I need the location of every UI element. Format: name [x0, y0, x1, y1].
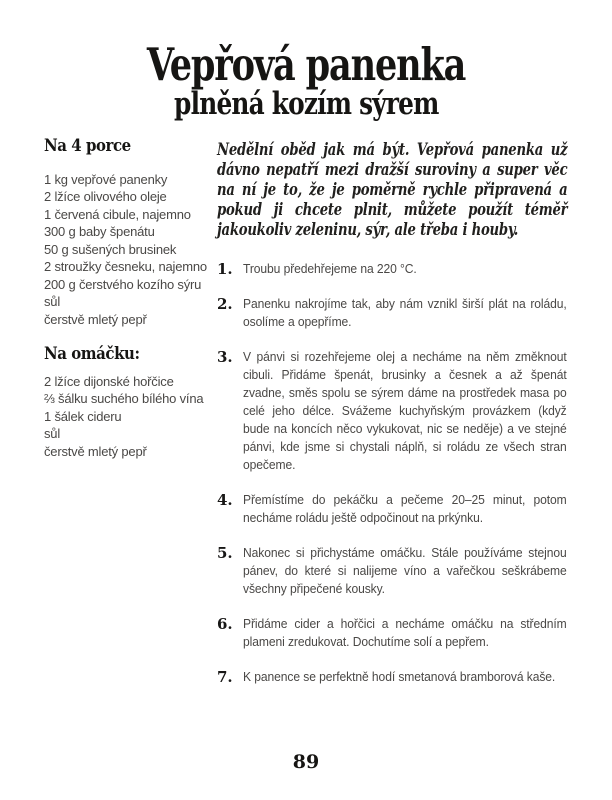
- step-number: 3.: [217, 348, 233, 367]
- step-text: Přemístíme do pekáčku a pečeme 20–25 minut, potom necháme roládu ještě odpočinout na prkýnku.: [243, 492, 567, 526]
- step-number: 2.: [217, 295, 233, 314]
- step-text: Přidáme cider a hořčici a necháme omáčku na středním plameni zredukovat. Dochutíme solí a pepřem.: [243, 616, 567, 650]
- ingredient-item: 2 lžíce dijonské hořčice: [44, 373, 174, 389]
- ingredient-item: 1 červená cibule, najemno: [44, 206, 191, 222]
- step-item: [217, 260, 567, 278]
- step-text: Panenku nakrojíme tak, aby nám vznikl širší plát na roládu, osolíme a opepříme.: [243, 296, 567, 330]
- recipe-subtitle: plněná kozím sýrem: [173, 86, 439, 122]
- ingredient-item: čerstvě mletý pepř: [44, 311, 147, 327]
- step-item: [217, 295, 567, 331]
- step-number: 1.: [217, 260, 233, 279]
- ingredients-column: [44, 137, 217, 703]
- step-number: 6.: [217, 615, 233, 634]
- recipe-header: [0, 0, 612, 121]
- step-text: K panence se perfektně hodí smetanová bramborová kaše.: [243, 669, 556, 685]
- ingredient-item: sůl: [44, 426, 61, 442]
- step-item: [217, 348, 567, 474]
- ingredient-item: 200 g čerstvého kozího sýru: [44, 276, 202, 292]
- ingredient-item: čerstvě mletý pepř: [44, 443, 147, 459]
- ingredients-list-main: [44, 171, 217, 329]
- step-text: Troubu předehřejeme na 220 °C.: [243, 261, 417, 277]
- ingredient-item: 50 g sušených brusinek: [44, 241, 177, 257]
- ingredient-item: ⅔ šálku suchého bílého vína: [44, 391, 204, 407]
- sauce-heading: Na omáčku:: [44, 344, 140, 365]
- recipe-title: Vepřová panenka: [146, 38, 466, 91]
- ingredient-item: 300 g baby špenátu: [44, 224, 155, 240]
- ingredients-list-sauce: [44, 373, 217, 461]
- ingredient-item: sůl: [44, 294, 61, 310]
- instructions-column: [217, 137, 567, 703]
- step-text: Nakonec si přichystáme omáčku. Stále používáme stejnou pánev, do které si nalijeme víno a vařečkou seškrábeme všechny připečené kousky.: [243, 545, 567, 597]
- ingredient-item: 2 stroužky česneku, najemno: [44, 259, 207, 275]
- page-number: 89: [292, 751, 320, 773]
- page-content: [0, 137, 612, 703]
- recipe-intro: Nedělní oběd jak má být. Vepřová panenka už dávno nepatří mezi dražší suroviny a super věc na ní je to, že je poměrně rychle připravená a pokud ji chcete plnit, můžete použít téměř jakoukoliv zeleninu, sýr, ale třeba i houby.: [217, 140, 568, 240]
- step-item: [217, 491, 567, 527]
- step-item: [217, 615, 567, 651]
- ingredient-item: 1 šálek cideru: [44, 408, 122, 424]
- step-item: [217, 668, 567, 686]
- step-text: V pánvi si rozehřejeme olej a necháme na něm změknout cibuli. Přidáme špenát, brusinky a česnek a až špenát zvadne, směs spolu se sýrem dáme na prostředek masa po celé jeho délce. Svážeme kuchyňským provázkem (když bude na koncích něco vykukovat, nic se neděje) a ve stejné pánvi, kde jsme si chystali náplň, si roládu ze všech stran opečeme.: [243, 349, 567, 473]
- step-number: 5.: [217, 544, 233, 563]
- servings-heading: Na 4 porce: [44, 136, 131, 157]
- steps-list: [217, 260, 567, 686]
- step-number: 4.: [217, 491, 233, 510]
- step-item: [217, 544, 567, 598]
- ingredient-item: 1 kg vepřové panenky: [44, 171, 168, 187]
- page-footer: [0, 752, 612, 772]
- ingredient-item: 2 lžíce olivového oleje: [44, 189, 167, 205]
- step-number: 7.: [217, 668, 233, 687]
